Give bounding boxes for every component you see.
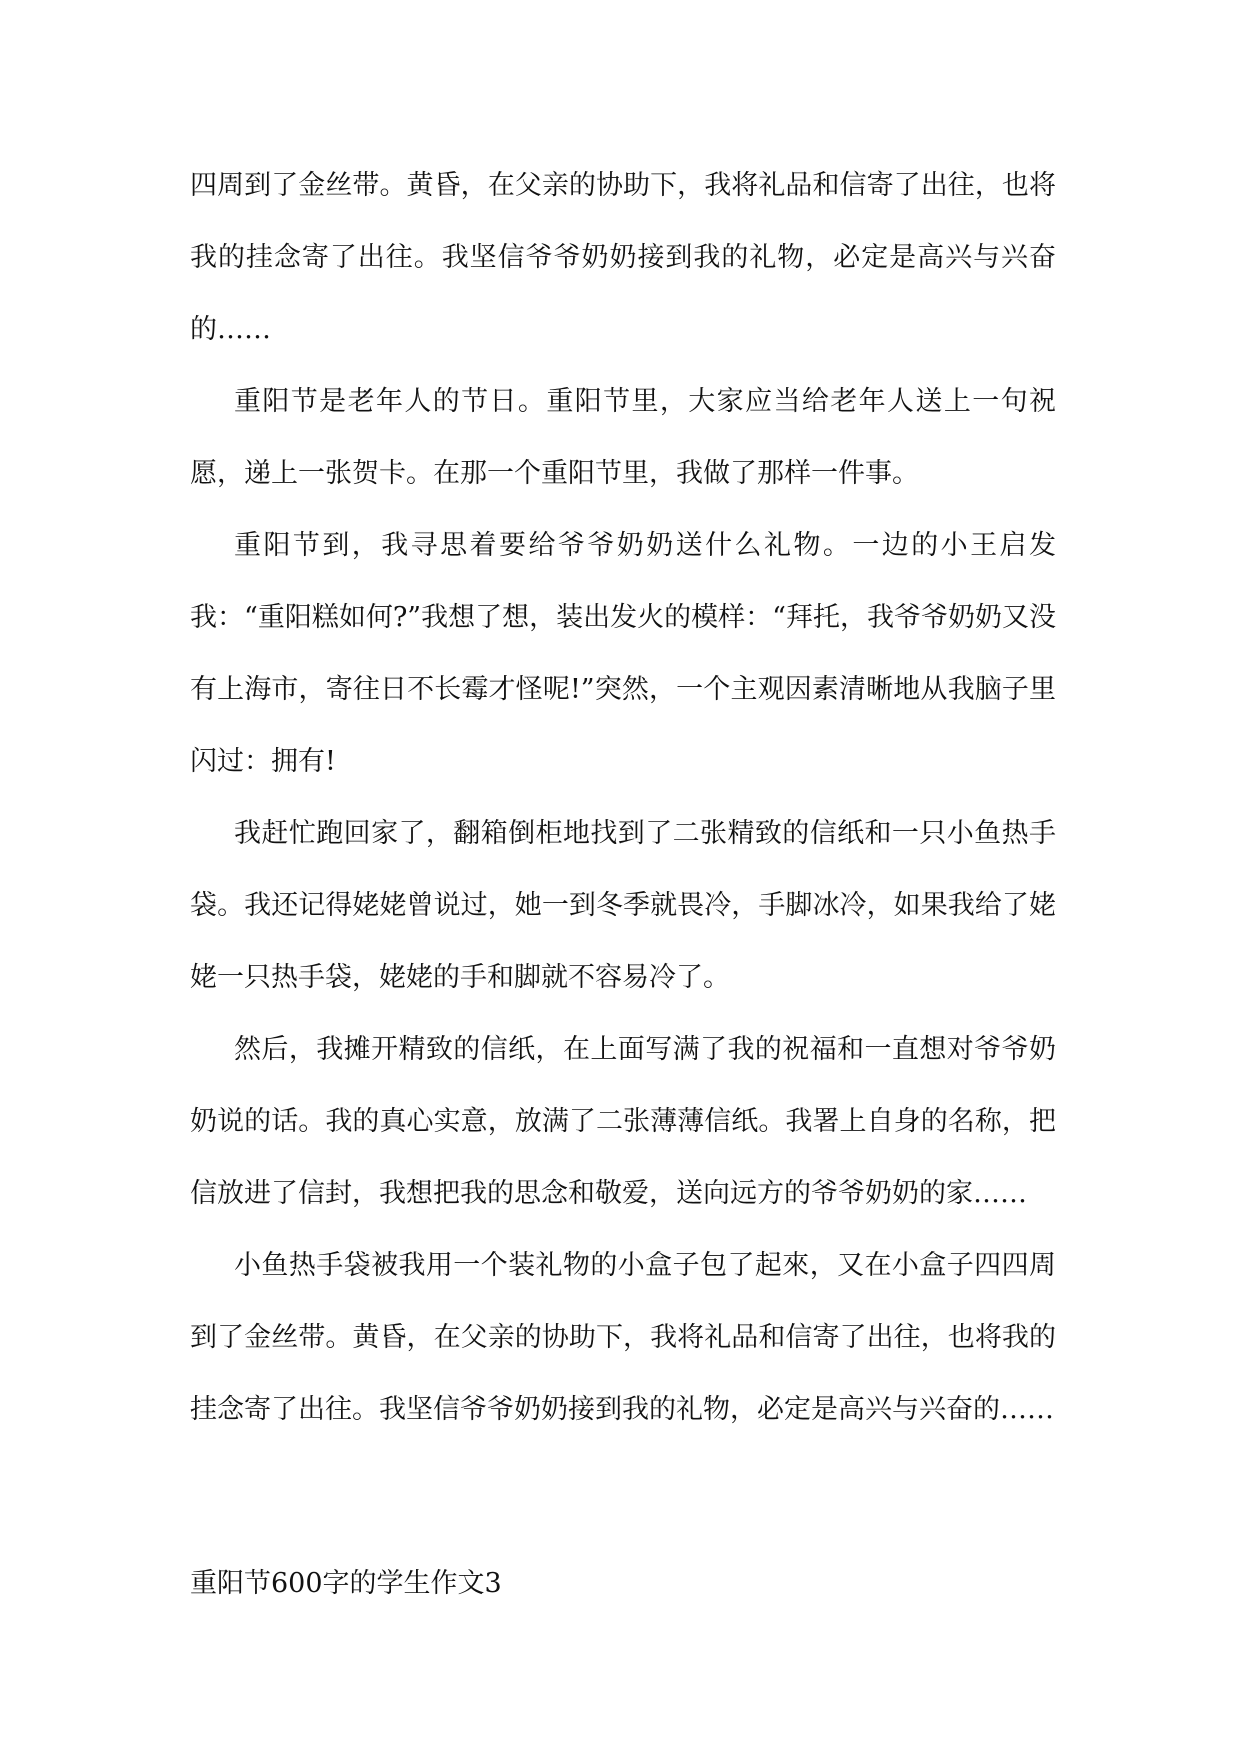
section-heading: 重阳节600字的学生作文3 — [190, 1568, 502, 1599]
paragraph-3: 重阳节到，我寻思着要给爷爷奶奶送什么礼物。一边的小王启发我：“重阳糕如何?”我想了想，装出发火的模样：“拜托，我爷爷奶奶又没有上海市，寄往日不长霉才怪呢!”突然，一个主观因素清晰地从我脑子里闪过：拥有! — [190, 530, 1056, 777]
paragraph-4: 我赶忙跑回家了，翻箱倒柜地找到了二张精致的信纸和一只小鱼热手袋。我还记得姥姥曾说过，她一到冬季就畏冷，手脚冰冷，如果我给了姥姥一只热手袋，姥姥的手和脚就不容易冷了。 — [190, 818, 1056, 993]
paragraph-2: 重阳节是老年人的节日。重阳节里，大家应当给老年人送上一句祝愿，递上一张贺卡。在那一个重阳节里，我做了那样一件事。 — [190, 386, 1056, 489]
paragraph-5: 然后，我摊开精致的信纸，在上面写满了我的祝福和一直想对爷爷奶奶说的话。我的真心实意，放满了二张薄薄信纸。我署上自身的名称，把信放进了信封，我想把我的思念和敬爱，送向远方的爷爷奶奶的家…… — [190, 1034, 1056, 1209]
paragraph-1: 四周到了金丝带。黄昏，在父亲的协助下，我将礼品和信寄了出往，也将我的挂念寄了出往。我坚信爷爷奶奶接到我的礼物，必定是高兴与兴奋的…… — [190, 170, 1056, 345]
paragraph-6: 小鱼热手袋被我用一个装礼物的小盒子包了起來，又在小盒子四四周到了金丝带。黄昏，在父亲的协助下，我将礼品和信寄了出往，也将我的挂念寄了出往。我坚信爷爷奶奶接到我的礼物，必定是高兴与兴奋的…… — [190, 1250, 1056, 1425]
document-body — [190, 150, 1056, 1446]
